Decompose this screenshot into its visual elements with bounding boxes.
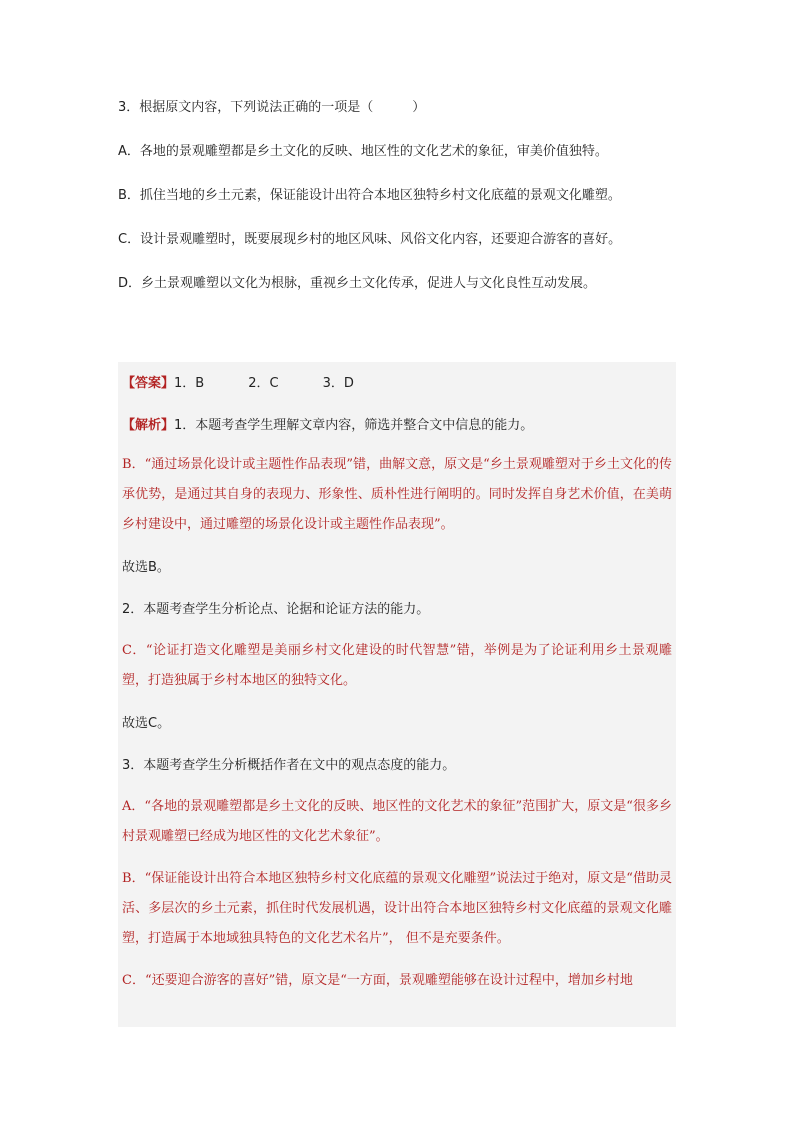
analysis-q3-intro: 3．本题考查学生分析概括作者在文中的观点态度的能力。: [122, 758, 456, 773]
analysis-q1-detail: B．“通过场景化设计或主题性作品表现”错，曲解文意，原文是“乡土景观雕塑对于乡土文化的传承优势，是通过其自身的表现力、形象性、质朴性进行阐明的。同时发挥自身艺术价值，在美萌乡村建设中，通过雕塑的场景化设计或主题性作品表现”。: [122, 457, 672, 532]
analysis-q2-detail: C．“论证打造文化雕塑是美丽乡村文化建设的时代智慧”错，举例是为了论证利用乡土景观雕塑，打造独属于乡村本地区的独特文化。: [122, 643, 672, 688]
analysis-label: 【解析】: [122, 418, 175, 433]
answer-item-3: 3．D: [322, 376, 354, 391]
analysis-q3-c: C．“还要迎合游客的喜好”错，原文是“一方面，景观雕塑能够在设计过程中，增加乡村地: [122, 973, 633, 988]
analysis-line-1: [122, 412, 672, 440]
analysis-q2-intro: 2．本题考查学生分析论点、论据和论证方法的能力。: [122, 602, 430, 617]
answer-item-2: 2．C: [248, 376, 279, 391]
answer-analysis-box: [118, 362, 676, 1027]
analysis-q2-choice: 故选C。: [122, 716, 171, 731]
analysis-q1-intro: 1．本题考查学生理解文章内容，筛选并整合文中信息的能力。: [174, 418, 534, 433]
analysis-q3-a: A．“各地的景观雕塑都是乡土文化的反映、地区性的文化艺术的象征”范围扩大，原文是“很多乡村景观雕塑已经成为地区性的文化艺术象征”。: [122, 799, 672, 844]
question-stem: 3．根据原文内容，下列说法正确的一项是（ ）: [118, 100, 426, 115]
option-d: D．乡土景观雕塑以文化为根脉，重视乡土文化传承，促进人与文化良性互动发展。: [118, 276, 597, 291]
answer-label: 【答案】: [122, 376, 175, 391]
answer-line: [122, 370, 672, 398]
option-a: A．各地的景观雕塑都是乡土文化的反映、地区性的文化艺术的象征，审美价值独特。: [118, 144, 608, 159]
option-b: B．抓住当地的乡土元素，保证能设计出符合本地区独特乡村文化底蕴的景观文化雕塑。: [118, 188, 621, 203]
option-c: C．设计景观雕塑时，既要展现乡村的地区风味、风俗文化内容，还要迎合游客的喜好。: [118, 232, 622, 247]
analysis-q1-choice: 故选B。: [122, 560, 170, 575]
analysis-q3-b: B．“保证能设计出符合本地区独特乡村文化底蕴的景观文化雕塑”说法过于绝对，原文是“借助灵活、多层次的乡土元素，抓住时代发展机遇，设计出符合本地区独特乡村文化底蕴的景观文化雕塑，打造属于本地域独具特色的文化艺术名片”， 但不是充要条件。: [122, 871, 672, 946]
answer-item-1: 1．B: [174, 376, 205, 391]
question-block: [118, 98, 678, 294]
